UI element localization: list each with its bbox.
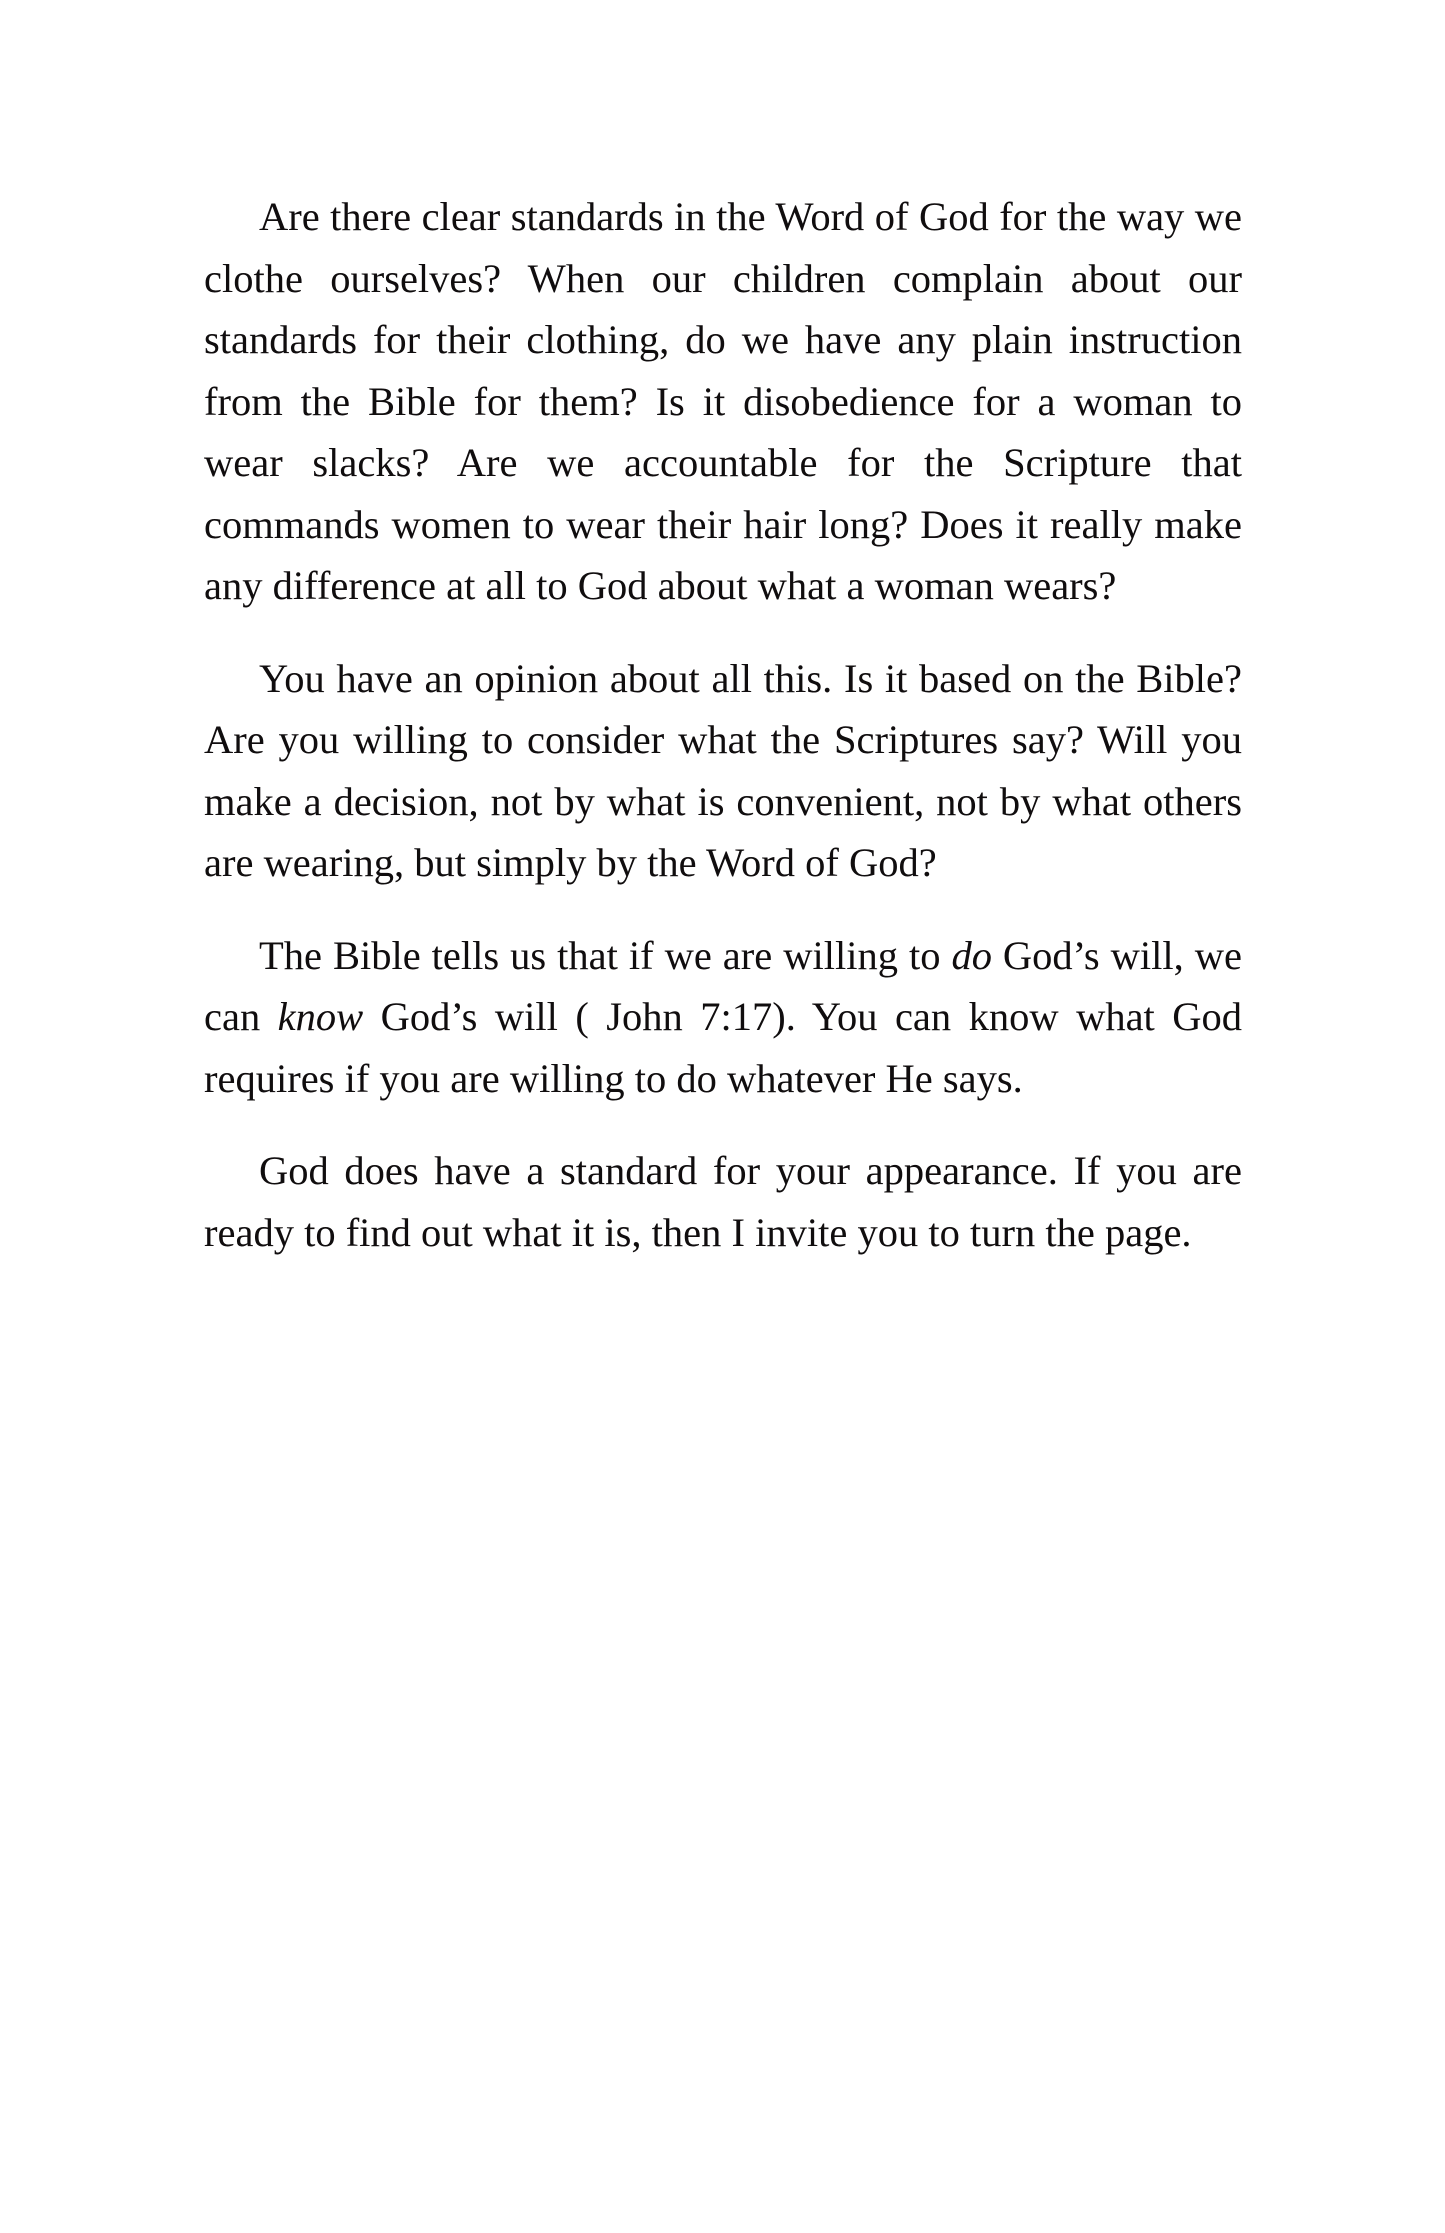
paragraph-3-segment-plain-1: The Bible tells us that if we are willing to <box>259 932 952 978</box>
paragraph-3-emphasis-do: do <box>951 932 992 978</box>
paragraph-3-segment-plain-3: God’s will ( John 7:17). You can know what God requires if you are willing to do whatever He says. <box>204 994 1243 1101</box>
body-paragraph-2: You have an opinion about all this. Is it based on the Bible? Are you willing to consider what the Scriptures say? Will you make a decision, not by what is convenient, not by what others are wearing, but simply by the Word of God? <box>204 655 1242 885</box>
page-text-block <box>204 186 1242 1263</box>
body-paragraph-4: God does have a standard for your appearance. If you are ready to find out what it is, then I invite you to turn the page. <box>204 1148 1242 1255</box>
paragraph-3-segment-plain-2: God’s will, we can <box>204 932 1242 1039</box>
body-paragraph-1: Are there clear standards in the Word of God for the way we clothe ourselves? When our children complain about our standards for their clothing, do we have any plain instruction from the Bible for them? Is it disobedience for a woman to wear slacks? Are we accountable for the Scripture that commands women to wear their hair long? Does it really make any difference at all to God about what a woman wears? <box>204 194 1242 608</box>
paragraph-3-emphasis-know: know <box>277 994 364 1039</box>
body-paragraph-3 <box>204 925 1242 1110</box>
